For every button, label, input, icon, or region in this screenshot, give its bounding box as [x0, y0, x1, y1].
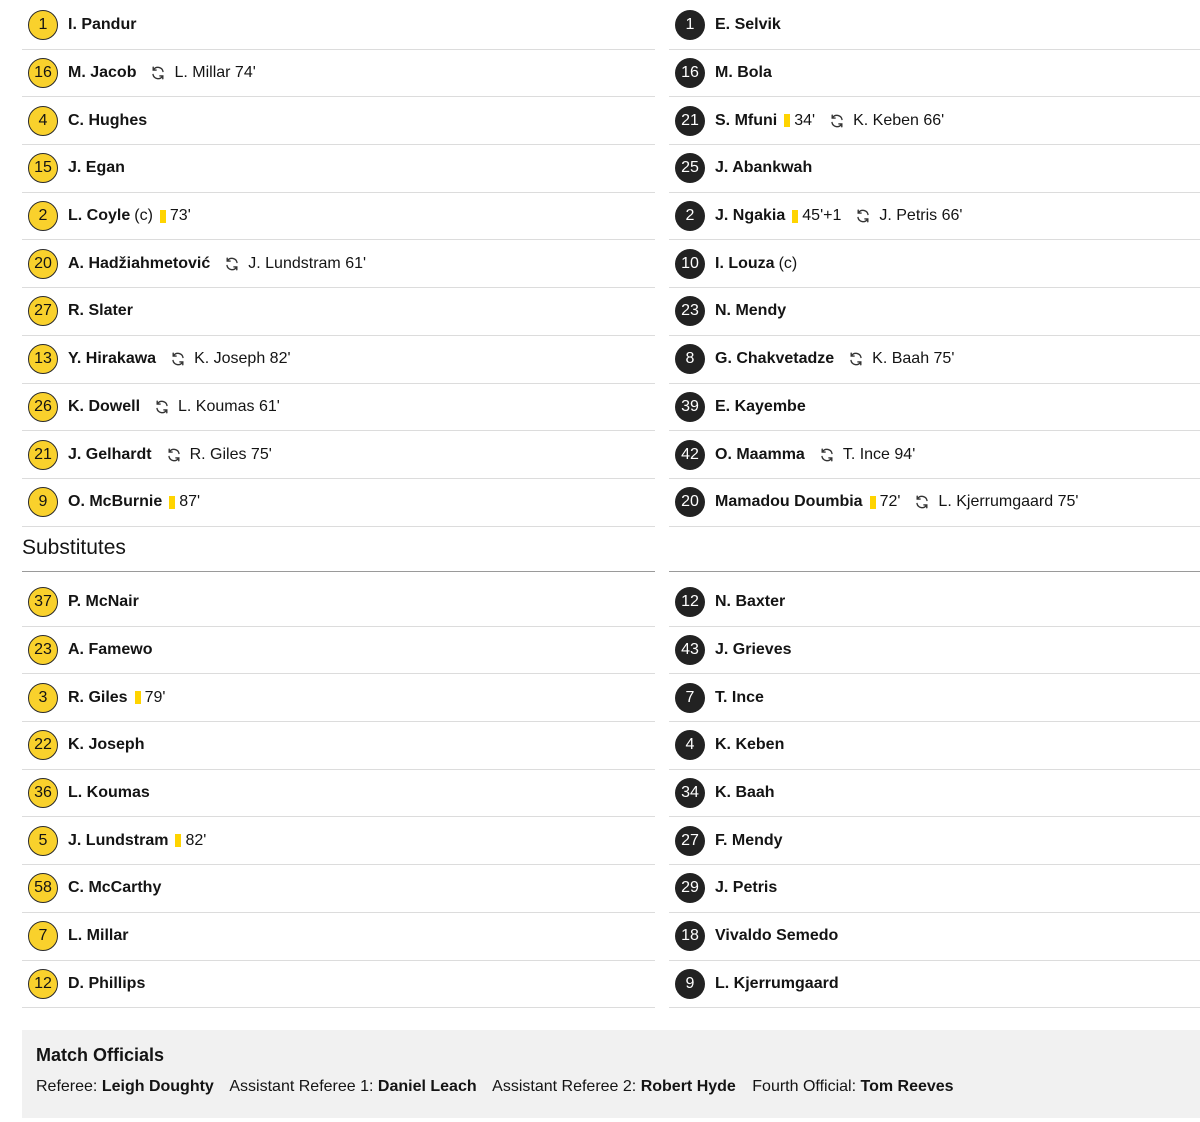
- away-starters-list: [669, 2, 1200, 527]
- substitution-icon: [150, 65, 166, 81]
- away-player-row[interactable]: [669, 431, 1200, 479]
- booking-time: 79': [144, 688, 166, 706]
- player-name: C. McCarthy: [68, 879, 162, 897]
- shirt-number-badge: 58: [28, 873, 58, 903]
- home-player-row[interactable]: [22, 770, 655, 818]
- assistant-referee-2-label: Assistant Referee 2:: [492, 1078, 637, 1095]
- away-player-row[interactable]: [669, 722, 1200, 770]
- away-player-row[interactable]: [669, 913, 1200, 961]
- substitution-icon: [819, 447, 835, 463]
- shirt-number-badge: 42: [675, 440, 705, 470]
- fourth-official-name: Tom Reeves: [860, 1078, 954, 1095]
- yellow-card-icon: [792, 210, 798, 223]
- player-name: Mamadou Doumbia: [715, 493, 863, 511]
- player-name: J. Gelhardt: [68, 445, 152, 463]
- player-name: S. Mfuni: [715, 111, 778, 129]
- player-name: C. Hughes: [68, 111, 148, 129]
- player-name: J. Lundstram: [68, 831, 169, 849]
- home-player-row[interactable]: [22, 817, 655, 865]
- shirt-number-badge: 9: [28, 487, 58, 517]
- home-player-row[interactable]: [22, 2, 655, 50]
- yellow-card-icon: [784, 114, 790, 127]
- player-name: E. Selvik: [715, 16, 781, 34]
- player-name: K. Dowell: [68, 397, 141, 415]
- substitution-info: T. Ince 94': [842, 445, 916, 463]
- shirt-number-badge: 29: [675, 873, 705, 903]
- match-officials-panel: [22, 1030, 1200, 1118]
- shirt-number-badge: 20: [675, 487, 705, 517]
- home-player-row[interactable]: [22, 50, 655, 98]
- yellow-card-icon: [135, 691, 141, 704]
- home-player-row[interactable]: [22, 961, 655, 1009]
- referee-name: Leigh Doughty: [101, 1078, 214, 1095]
- substitution-icon: [848, 351, 864, 367]
- substitution-info: K. Joseph 82': [194, 350, 291, 368]
- shirt-number-badge: 2: [675, 201, 705, 231]
- home-player-row[interactable]: [22, 865, 655, 913]
- home-starters-list: [22, 2, 655, 527]
- player-name: N. Mendy: [715, 302, 787, 320]
- match-officials-list: [36, 1078, 954, 1096]
- player-name: F. Mendy: [715, 831, 783, 849]
- player-name: Y. Hirakawa: [68, 350, 157, 368]
- substitution-info: K. Keben 66': [853, 111, 945, 129]
- player-name: J. Petris: [715, 879, 778, 897]
- away-player-row[interactable]: [669, 674, 1200, 722]
- away-player-row[interactable]: [669, 2, 1200, 50]
- home-player-row[interactable]: [22, 913, 655, 961]
- shirt-number-badge: 16: [675, 58, 705, 88]
- away-player-row[interactable]: [669, 336, 1200, 384]
- substitution-info: R. Giles 75': [189, 445, 272, 463]
- shirt-number-badge: 16: [28, 58, 58, 88]
- away-substitutes-list: [669, 579, 1200, 1008]
- player-name: J. Abankwah: [715, 159, 813, 177]
- away-player-row[interactable]: [669, 97, 1200, 145]
- shirt-number-badge: 5: [28, 826, 58, 856]
- shirt-number-badge: 7: [28, 921, 58, 951]
- shirt-number-badge: 2: [28, 201, 58, 231]
- shirt-number-badge: 4: [28, 106, 58, 136]
- player-name: K. Joseph: [68, 736, 145, 754]
- home-player-row[interactable]: [22, 722, 655, 770]
- player-name: D. Phillips: [68, 974, 146, 992]
- substitution-info: J. Lundstram 61': [248, 254, 367, 272]
- shirt-number-badge: 4: [675, 730, 705, 760]
- shirt-number-badge: 27: [675, 826, 705, 856]
- player-name: R. Giles: [68, 688, 128, 706]
- away-player-row[interactable]: [669, 479, 1200, 527]
- booking-time: 34': [794, 111, 816, 129]
- away-player-row[interactable]: [669, 50, 1200, 98]
- home-player-row[interactable]: [22, 579, 655, 627]
- substitution-icon: [224, 256, 240, 272]
- player-name: J. Egan: [68, 159, 125, 177]
- substitutes-heading: Substitutes: [22, 536, 655, 572]
- shirt-number-badge: 43: [675, 635, 705, 665]
- yellow-card-icon: [870, 496, 876, 509]
- shirt-number-badge: 9: [675, 969, 705, 999]
- shirt-number-badge: 10: [675, 249, 705, 279]
- home-player-row[interactable]: [22, 431, 655, 479]
- yellow-card-icon: [175, 834, 181, 847]
- player-name: M. Jacob: [68, 64, 137, 82]
- player-name: E. Kayembe: [715, 397, 806, 415]
- substitution-icon: [855, 208, 871, 224]
- booking-time: 73': [169, 207, 191, 225]
- shirt-number-badge: 22: [28, 730, 58, 760]
- player-name: Vivaldo Semedo: [715, 927, 839, 945]
- player-name: I. Pandur: [68, 16, 137, 34]
- shirt-number-badge: 34: [675, 778, 705, 808]
- player-name: N. Baxter: [715, 593, 786, 611]
- away-player-row[interactable]: [669, 627, 1200, 675]
- away-player-row[interactable]: [669, 193, 1200, 241]
- away-player-row[interactable]: [669, 865, 1200, 913]
- player-name: A. Famewo: [68, 641, 153, 659]
- player-name: L. Koumas: [68, 784, 150, 802]
- substitution-info: L. Koumas 61': [178, 397, 280, 415]
- substitution-info: K. Baah 75': [872, 350, 955, 368]
- away-player-row[interactable]: [669, 579, 1200, 627]
- home-player-row[interactable]: [22, 479, 655, 527]
- shirt-number-badge: 15: [28, 153, 58, 183]
- home-player-row[interactable]: [22, 384, 655, 432]
- shirt-number-badge: 1: [675, 10, 705, 40]
- substitution-icon: [154, 399, 170, 415]
- shirt-number-badge: 23: [675, 296, 705, 326]
- booking-time: 72': [879, 493, 901, 511]
- player-name: P. McNair: [68, 593, 139, 611]
- player-name: G. Chakvetadze: [715, 350, 835, 368]
- player-name: O. McBurnie: [68, 493, 163, 511]
- player-name: J. Ngakia: [715, 207, 786, 225]
- away-player-row[interactable]: [669, 288, 1200, 336]
- home-player-row[interactable]: [22, 288, 655, 336]
- shirt-number-badge: 12: [675, 587, 705, 617]
- match-officials-title: Match Officials: [36, 1045, 165, 1065]
- home-player-row[interactable]: [22, 145, 655, 193]
- shirt-number-badge: 18: [675, 921, 705, 951]
- substitution-icon: [914, 494, 930, 510]
- substitution-icon: [829, 113, 845, 129]
- player-name: K. Baah: [715, 784, 775, 802]
- home-player-row[interactable]: [22, 97, 655, 145]
- player-name: T. Ince: [715, 688, 764, 706]
- shirt-number-badge: 3: [28, 683, 58, 713]
- home-player-row[interactable]: [22, 193, 655, 241]
- assistant-referee-1-name: Daniel Leach: [377, 1078, 477, 1095]
- shirt-number-badge: 36: [28, 778, 58, 808]
- substitution-icon: [170, 351, 186, 367]
- home-player-row[interactable]: [22, 336, 655, 384]
- player-name: K. Keben: [715, 736, 785, 754]
- shirt-number-badge: 27: [28, 296, 58, 326]
- player-name: L. Coyle: [68, 207, 131, 225]
- shirt-number-badge: 37: [28, 587, 58, 617]
- yellow-card-icon: [160, 210, 166, 223]
- away-player-row[interactable]: [669, 240, 1200, 288]
- assistant-referee-1-label: Assistant Referee 1:: [229, 1078, 374, 1095]
- shirt-number-badge: 21: [28, 440, 58, 470]
- substitution-info: L. Millar 74': [174, 64, 256, 82]
- shirt-number-badge: 7: [675, 683, 705, 713]
- shirt-number-badge: 23: [28, 635, 58, 665]
- shirt-number-badge: 21: [675, 106, 705, 136]
- player-name: R. Slater: [68, 302, 133, 320]
- shirt-number-badge: 13: [28, 344, 58, 374]
- home-player-row[interactable]: [22, 674, 655, 722]
- referee-label: Referee:: [36, 1078, 98, 1095]
- shirt-number-badge: 26: [28, 392, 58, 422]
- player-name: O. Maamma: [715, 445, 805, 463]
- yellow-card-icon: [169, 496, 175, 509]
- player-name: J. Grieves: [715, 641, 792, 659]
- booking-time: 82': [185, 831, 207, 849]
- player-name: I. Louza: [715, 254, 775, 272]
- shirt-number-badge: 20: [28, 249, 58, 279]
- away-player-row[interactable]: [669, 145, 1200, 193]
- player-name: M. Bola: [715, 64, 772, 82]
- player-name: A. Hadžiahmetović: [68, 254, 211, 272]
- captain-marker: (c): [134, 207, 153, 225]
- away-player-row[interactable]: [669, 384, 1200, 432]
- away-substitutes-divider: [669, 571, 1200, 572]
- shirt-number-badge: 12: [28, 969, 58, 999]
- away-player-row[interactable]: [669, 770, 1200, 818]
- shirt-number-badge: 25: [675, 153, 705, 183]
- away-player-row[interactable]: [669, 961, 1200, 1009]
- assistant-referee-2-name: Robert Hyde: [640, 1078, 736, 1095]
- home-player-row[interactable]: [22, 627, 655, 675]
- fourth-official-label: Fourth Official:: [752, 1078, 857, 1095]
- substitution-icon: [166, 447, 182, 463]
- player-name: L. Kjerrumgaard: [715, 974, 839, 992]
- substitution-info: J. Petris 66': [879, 207, 963, 225]
- booking-time: 45'+1: [802, 207, 842, 225]
- shirt-number-badge: 39: [675, 392, 705, 422]
- shirt-number-badge: 1: [28, 10, 58, 40]
- home-substitutes-list: [22, 579, 655, 1008]
- substitution-info: L. Kjerrumgaard 75': [938, 493, 1079, 511]
- booking-time: 87': [179, 493, 201, 511]
- home-player-row[interactable]: [22, 240, 655, 288]
- player-name: L. Millar: [68, 927, 129, 945]
- away-player-row[interactable]: [669, 817, 1200, 865]
- captain-marker: (c): [778, 254, 798, 272]
- shirt-number-badge: 8: [675, 344, 705, 374]
